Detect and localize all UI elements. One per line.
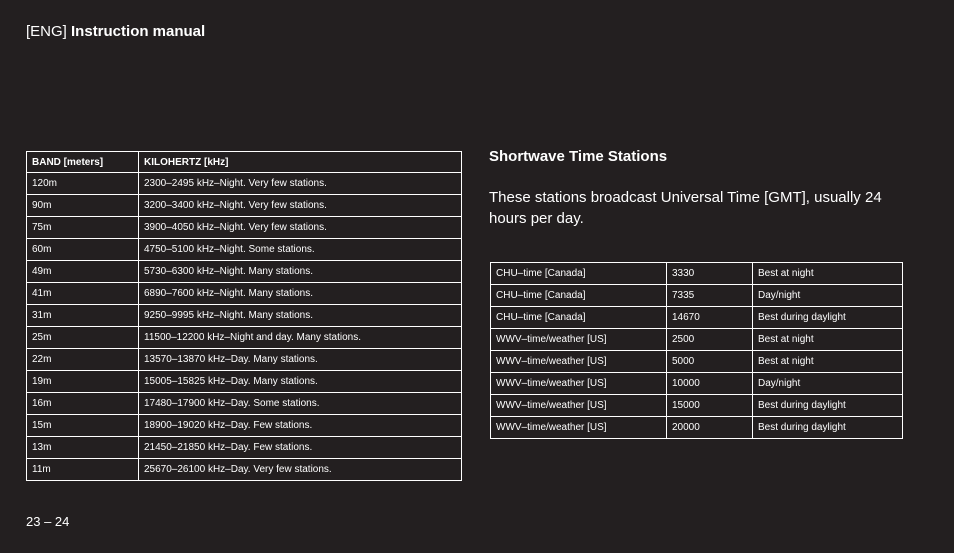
- frequency-cell: 20000: [667, 417, 753, 439]
- table-row: [491, 285, 903, 307]
- station-cell: WWV–time/weather [US]: [491, 373, 667, 395]
- station-cell: WWV–time/weather [US]: [491, 329, 667, 351]
- table-row: [27, 349, 462, 371]
- frequency-cell: 9250–9995 kHz–Night. Many stations.: [139, 305, 462, 327]
- table-row: [27, 393, 462, 415]
- page-numbers: 23 – 24: [26, 514, 70, 529]
- reception-cell: Best at night: [753, 263, 903, 285]
- section-description: These stations broadcast Universal Time [GMT], usually 24 hours per day.: [489, 189, 882, 227]
- reception-cell: Best during daylight: [753, 395, 903, 417]
- table-row: [491, 417, 903, 439]
- frequency-cell: 10000: [667, 373, 753, 395]
- band-cell: 41m: [27, 283, 139, 305]
- table-row: [27, 283, 462, 305]
- frequency-cell: 3330: [667, 263, 753, 285]
- station-cell: WWV–time/weather [US]: [491, 395, 667, 417]
- table-row: [27, 261, 462, 283]
- station-cell: WWV–time/weather [US]: [491, 417, 667, 439]
- table-row: [27, 437, 462, 459]
- table-row: [491, 395, 903, 417]
- page-header: [26, 23, 205, 41]
- band-cell: 16m: [27, 393, 139, 415]
- band-cell: 75m: [27, 217, 139, 239]
- frequency-cell: 3200–3400 kHz–Night. Very few stations.: [139, 195, 462, 217]
- frequency-cell: 5730–6300 kHz–Night. Many stations.: [139, 261, 462, 283]
- kilohertz-column-header: KILOHERTZ [kHz]: [139, 152, 462, 173]
- frequency-cell: 21450–21850 kHz–Day. Few stations.: [139, 437, 462, 459]
- table-row: [491, 373, 903, 395]
- band-cell: 60m: [27, 239, 139, 261]
- band-cell: 15m: [27, 415, 139, 437]
- reception-cell: Best at night: [753, 329, 903, 351]
- frequency-cell: 13570–13870 kHz–Day. Many stations.: [139, 349, 462, 371]
- table-row: [491, 307, 903, 329]
- table-row: [491, 351, 903, 373]
- frequency-cell: 2300–2495 kHz–Night. Very few stations.: [139, 173, 462, 195]
- frequency-cell: 14670: [667, 307, 753, 329]
- section-title: Shortwave Time Stations: [489, 148, 668, 165]
- table-row: [27, 459, 462, 481]
- table-row: [491, 329, 903, 351]
- stations-table: [490, 262, 903, 439]
- table-row: [27, 195, 462, 217]
- band-table: [26, 151, 462, 481]
- table-row: [491, 263, 903, 285]
- table-row: [27, 217, 462, 239]
- band-cell: 31m: [27, 305, 139, 327]
- frequency-cell: 7335: [667, 285, 753, 307]
- reception-cell: Best at night: [753, 351, 903, 373]
- frequency-cell: 15005–15825 kHz–Day. Many stations.: [139, 371, 462, 393]
- band-cell: 13m: [27, 437, 139, 459]
- band-cell: 22m: [27, 349, 139, 371]
- table-row: [27, 173, 462, 195]
- table-row: [27, 371, 462, 393]
- band-cell: 25m: [27, 327, 139, 349]
- manual-title: Instruction manual: [71, 23, 206, 40]
- station-cell: CHU–time [Canada]: [491, 263, 667, 285]
- reception-cell: Day/night: [753, 373, 903, 395]
- table-row: [27, 239, 462, 261]
- frequency-cell: 11500–12200 kHz–Night and day. Many stations.: [139, 327, 462, 349]
- frequency-cell: 17480–17900 kHz–Day. Some stations.: [139, 393, 462, 415]
- frequency-cell: 5000: [667, 351, 753, 373]
- band-cell: 49m: [27, 261, 139, 283]
- frequency-cell: 2500: [667, 329, 753, 351]
- station-cell: CHU–time [Canada]: [491, 285, 667, 307]
- frequency-cell: 25670–26100 kHz–Day. Very few stations.: [139, 459, 462, 481]
- table-row: [27, 305, 462, 327]
- band-cell: 11m: [27, 459, 139, 481]
- band-column-header: BAND [meters]: [27, 152, 139, 173]
- frequency-cell: 18900–19020 kHz–Day. Few stations.: [139, 415, 462, 437]
- frequency-cell: 15000: [667, 395, 753, 417]
- band-cell: 19m: [27, 371, 139, 393]
- frequency-cell: 6890–7600 kHz–Night. Many stations.: [139, 283, 462, 305]
- table-row: [27, 327, 462, 349]
- band-table-header: [27, 152, 462, 173]
- band-cell: 120m: [27, 173, 139, 195]
- reception-cell: Best during daylight: [753, 417, 903, 439]
- station-cell: CHU–time [Canada]: [491, 307, 667, 329]
- frequency-cell: 3900–4050 kHz–Night. Very few stations.: [139, 217, 462, 239]
- reception-cell: Day/night: [753, 285, 903, 307]
- band-cell: 90m: [27, 195, 139, 217]
- language-tag: [ENG]: [26, 23, 67, 40]
- frequency-cell: 4750–5100 kHz–Night. Some stations.: [139, 239, 462, 261]
- station-cell: WWV–time/weather [US]: [491, 351, 667, 373]
- table-row: [27, 415, 462, 437]
- reception-cell: Best during daylight: [753, 307, 903, 329]
